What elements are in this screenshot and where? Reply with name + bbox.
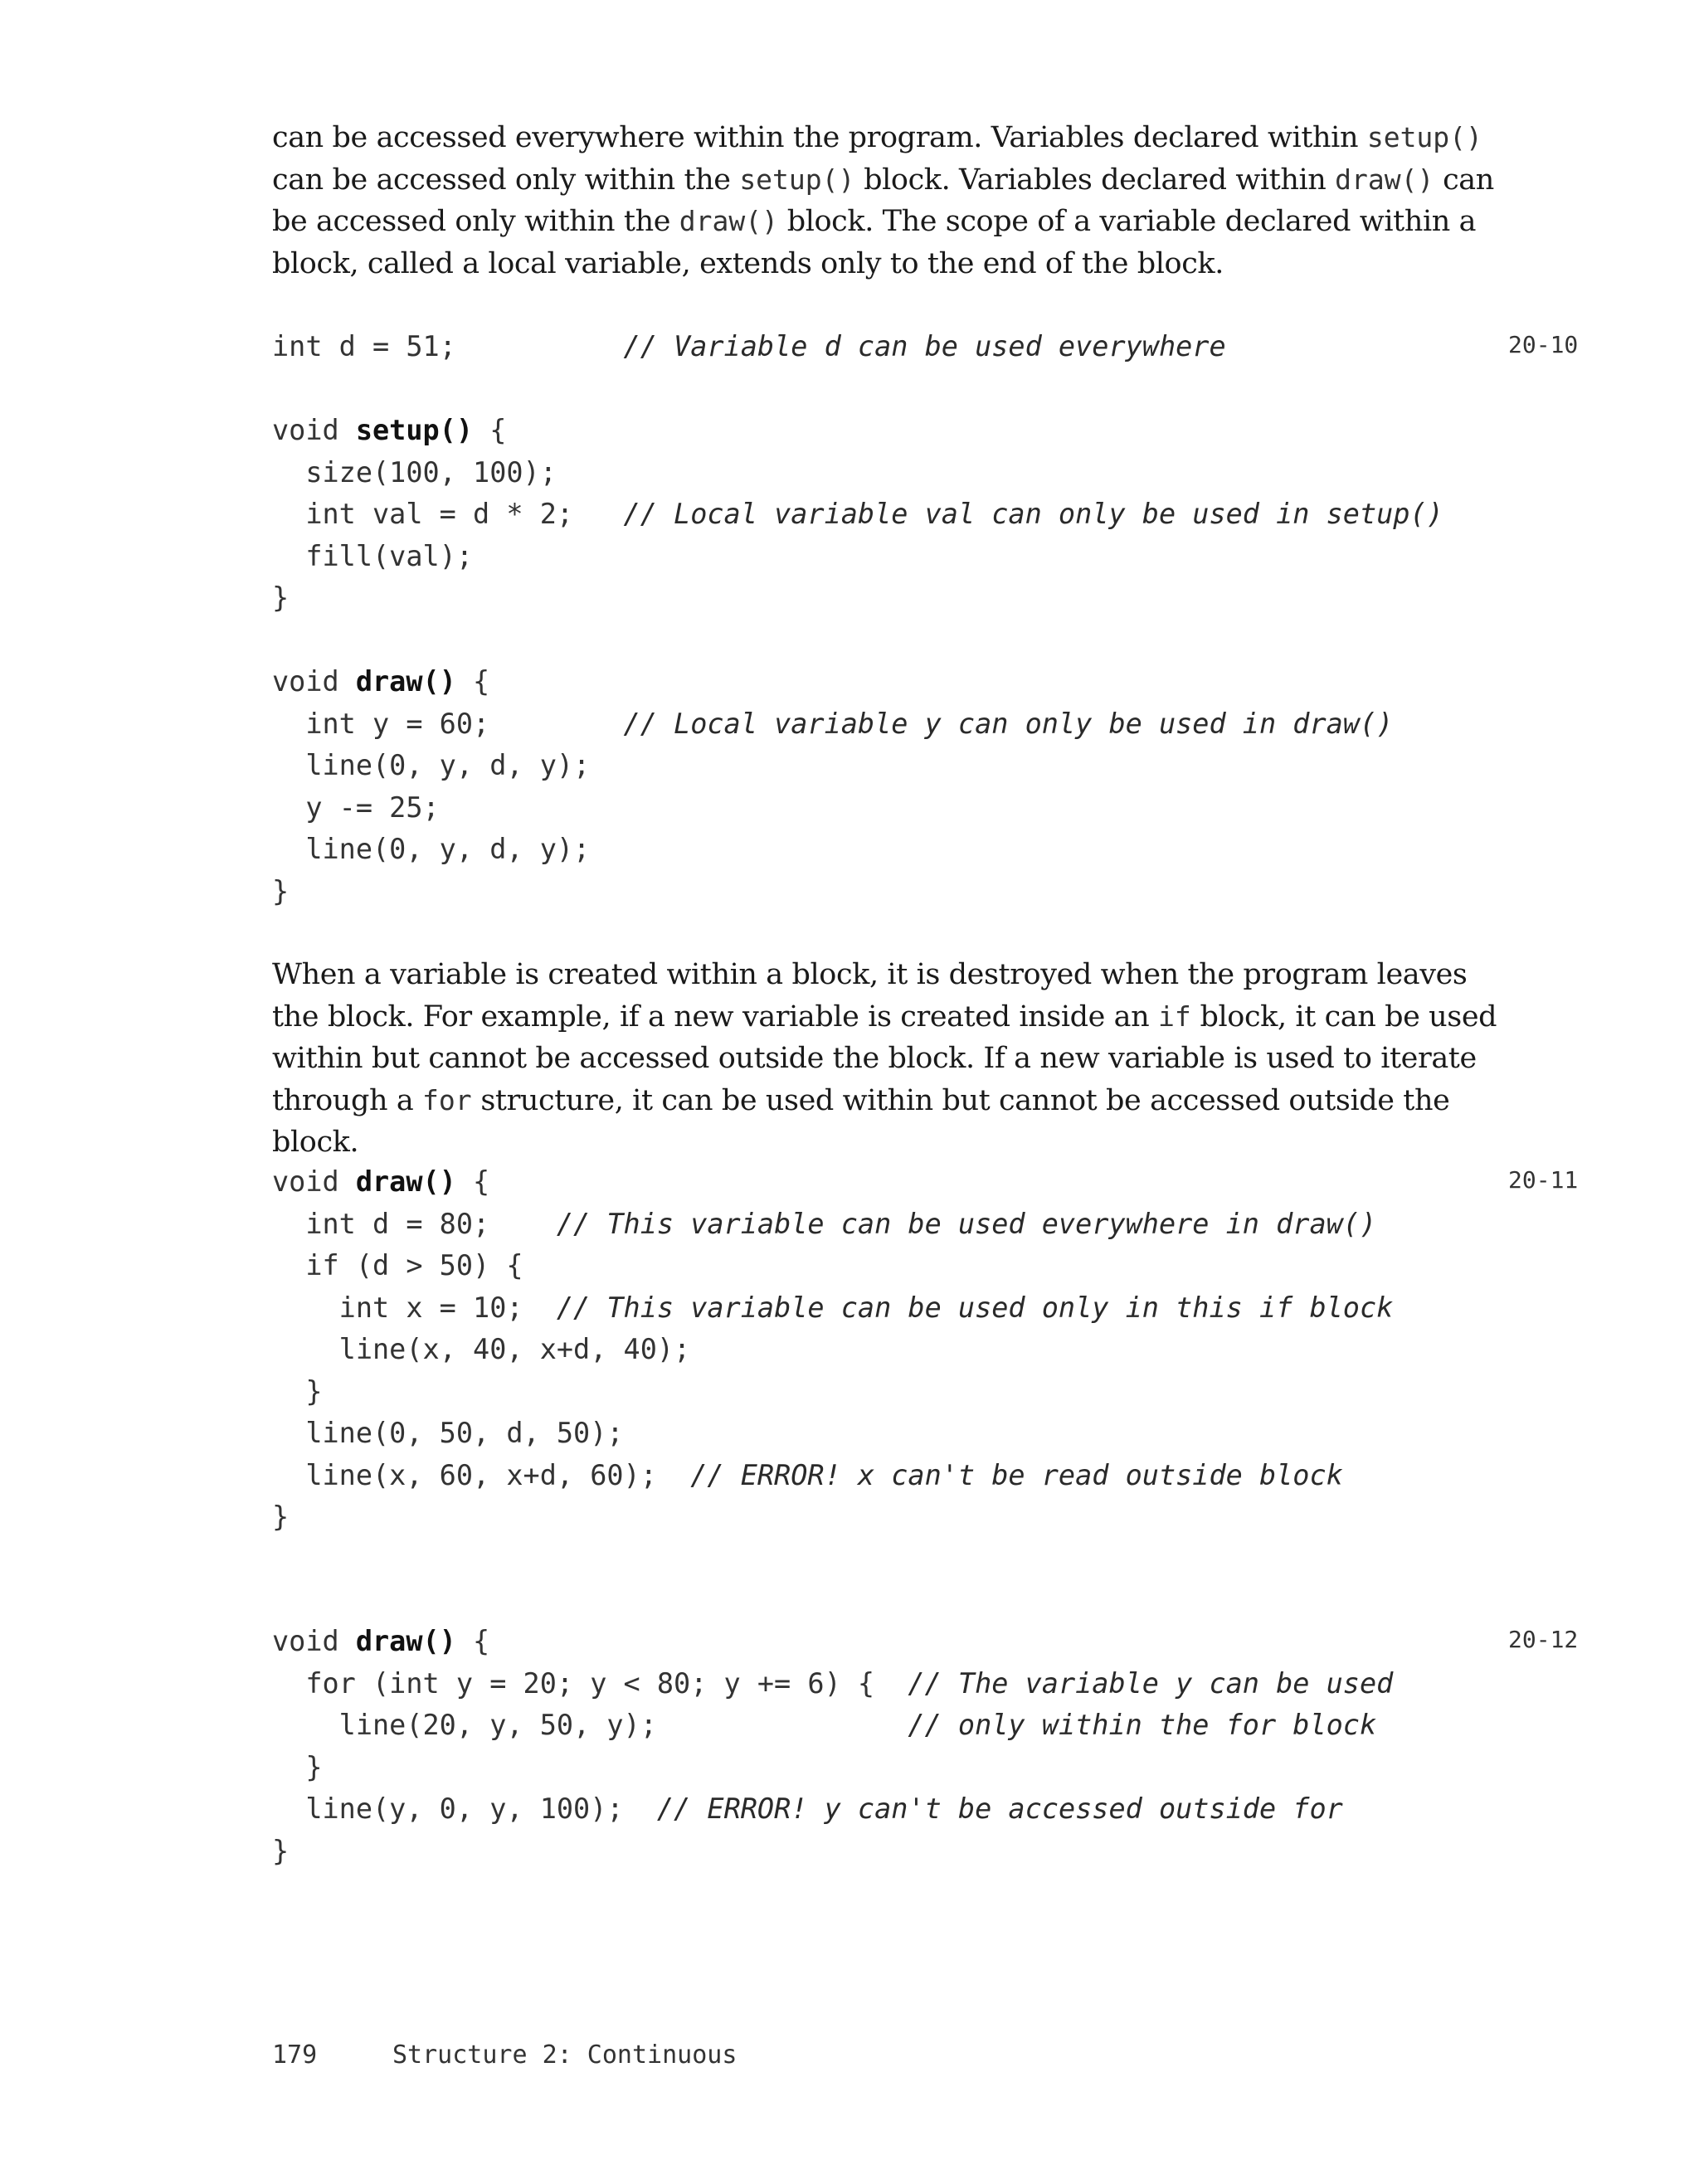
page-number: 179 [272, 2041, 318, 2070]
code-text: { [473, 414, 507, 446]
code-line [272, 703, 1443, 746]
code-text: { [455, 1625, 490, 1657]
text-run: can be accessed everywhere within the program. Variables declared within [272, 121, 1367, 154]
code-text: int d = 80; [272, 1207, 557, 1240]
function-name: draw() [355, 1165, 456, 1198]
inline-code: draw() [1335, 163, 1434, 196]
code-comment: // This variable can be used everywhere in draw() [556, 1207, 1377, 1240]
inline-code: if [1158, 1000, 1191, 1033]
text-run: block, it can be used within but cannot be accessed outside the block. If a new variable is used to iterate through a [272, 1000, 1497, 1117]
code-line: line(0, y, d, y); [272, 749, 591, 781]
function-name: setup() [355, 414, 474, 446]
code-line [272, 1204, 1393, 1246]
code-line: line(0, 50, d, 50); [272, 1417, 624, 1449]
text-run: can be accessed only within the [272, 163, 740, 197]
code-line [272, 326, 1443, 368]
text-run: structure, it can be used within but cannot be accessed outside the block. [272, 1083, 1450, 1159]
code-line [272, 410, 1443, 452]
code-text: int x = 10; [272, 1291, 557, 1324]
inline-code: setup() [739, 163, 855, 196]
code-example-20-10 [272, 326, 1443, 912]
inline-code: setup() [1366, 121, 1482, 153]
code-line [272, 1705, 1393, 1747]
code-line: fill(val); [272, 539, 474, 572]
function-name: draw() [355, 1625, 456, 1657]
code-line: } [272, 874, 290, 907]
code-line: } [272, 581, 290, 614]
code-line [272, 1161, 1393, 1204]
inline-code: for [422, 1083, 472, 1116]
code-text: line(x, 60, x+d, 60); [272, 1458, 691, 1491]
code-line: } [272, 1750, 323, 1783]
code-text: line(y, 0, y, 100); [272, 1792, 657, 1825]
code-comment: // ERROR! x can't be read outside block [690, 1458, 1343, 1491]
text-run: block. The scope of a variable declared within a block, called a local variable, extends only to the end of the block. [272, 205, 1477, 280]
code-comment: // This variable can be used only in this if block [556, 1291, 1394, 1324]
code-line: size(100, 100); [272, 455, 557, 489]
code-line: line(0, y, d, y); [272, 833, 591, 865]
example-number: 20-12 [1508, 1626, 1579, 1653]
code-line: line(x, 40, x+d, 40); [272, 1333, 691, 1365]
example-number: 20-10 [1508, 331, 1579, 358]
code-text: line(20, y, 50, y); [272, 1709, 908, 1741]
code-comment: // ERROR! y can't be accessed outside for [656, 1792, 1343, 1825]
code-line: if (d > 50) { [272, 1249, 523, 1282]
inline-code: draw() [679, 205, 778, 237]
code-text: int d = 51; [272, 330, 624, 362]
code-comment: // Local variable val can only be used in setup() [623, 498, 1443, 530]
code-example-20-12 [272, 1621, 1393, 1872]
code-line [272, 1287, 1393, 1330]
code-line: } [272, 1834, 290, 1867]
code-text: { [455, 1165, 490, 1198]
code-line [272, 661, 1443, 703]
paragraph-block-lifetime [272, 954, 1500, 1164]
code-text: int val = d * 2; [272, 498, 624, 530]
code-line: } [272, 1374, 323, 1408]
code-comment: // The variable y can be used [908, 1666, 1394, 1700]
code-text: void [272, 1625, 356, 1657]
paragraph-scope-intro [272, 117, 1500, 285]
text-run: can be accessed only within the [272, 163, 1494, 238]
code-comment: // Variable d can be used everywhere [623, 330, 1226, 362]
code-text: void [272, 414, 356, 446]
code-text: for (int y = 20; y < 80; y += 6) { [272, 1666, 908, 1700]
code-text: void [272, 1165, 356, 1198]
text-run: block. Variables declared within [854, 163, 1336, 197]
code-line [272, 1621, 1393, 1663]
code-line [272, 1788, 1393, 1831]
code-line [272, 494, 1443, 536]
code-line: y -= 25; [272, 790, 440, 824]
code-line: } [272, 1501, 290, 1533]
code-text: int y = 60; [272, 707, 624, 740]
code-line [272, 1663, 1393, 1705]
text-run: When a variable is created within a block, it is destroyed when the program leaves the block. For example, if a new variable is created inside an [272, 958, 1468, 1034]
code-line [272, 1455, 1393, 1497]
code-text: void [272, 665, 356, 698]
code-text: { [455, 665, 490, 698]
function-name: draw() [355, 665, 456, 698]
code-comment: // only within the for block [908, 1709, 1377, 1741]
code-example-20-11 [272, 1161, 1393, 1539]
running-head: Structure 2: Continuous [392, 2041, 738, 2070]
example-number: 20-11 [1508, 1166, 1579, 1194]
code-comment: // Local variable y can only be used in draw() [623, 707, 1394, 740]
